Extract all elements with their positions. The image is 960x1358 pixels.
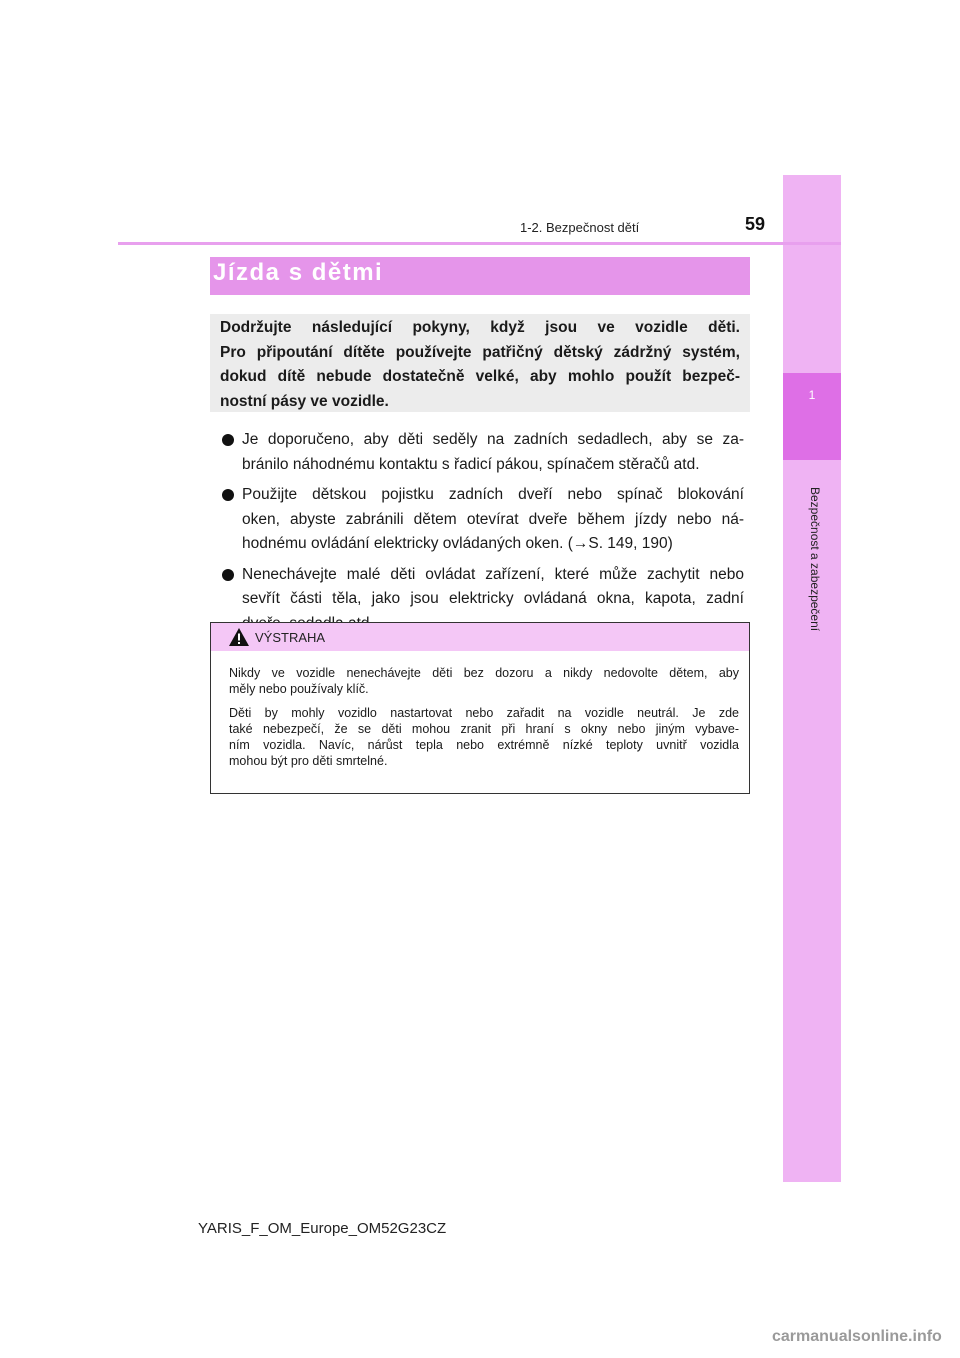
watermark: carmanualsonline.info	[772, 1328, 942, 1345]
bullet-line: sevřít části těla, jako jsou elektricky ovládaná okna, kapota, zadní	[242, 590, 744, 607]
bullet-line: Použijte dětskou pojistku zadních dveří nebo spínač blokování	[242, 486, 744, 503]
header-divider	[118, 242, 841, 245]
list-item	[222, 483, 744, 557]
bullet-icon	[222, 489, 234, 501]
warning-box	[210, 622, 750, 794]
warning-line: ním vozidla. Navíc, nárůst tepla nebo extrémně nízké teploty uvnitř vozidla	[229, 738, 739, 752]
warning-paragraph	[229, 665, 739, 697]
bullet-list	[222, 428, 744, 642]
bullet-icon	[222, 434, 234, 446]
warning-triangle-icon	[228, 627, 250, 647]
chapter-number: 1	[808, 388, 816, 402]
page-title: Jízda s dětmi	[213, 259, 384, 286]
intro-line: dokud dítě nebude dostatečně velké, aby mohlo použít bezpeč-	[220, 368, 740, 385]
page-number: 59	[745, 214, 766, 234]
intro-line: Pro připoutání dítěte používejte patřičný dětský zádržný systém,	[220, 343, 740, 361]
intro-line: nostní pásy ve vozidle.	[220, 392, 389, 410]
section-header: 1-2. Bezpečnost dětí	[520, 220, 640, 235]
bullet-icon	[222, 569, 234, 581]
intro-line: Dodržujte následující pokyny, když jsou ve vozidle děti.	[220, 319, 740, 336]
list-item	[222, 428, 744, 477]
warning-header	[211, 623, 749, 651]
warning-line: Nikdy ve vozidle nenechávejte děti bez dozoru a nikdy nedovolte dětem, aby	[229, 666, 739, 680]
document-footer: YARIS_F_OM_Europe_OM52G23CZ	[198, 1220, 447, 1237]
bullet-line: oken, abyste zabránili dětem otevírat dveře během jízdy nebo ná-	[242, 510, 744, 528]
warning-line: měly nebo používaly klíč.	[229, 682, 369, 696]
bullet-line: hodnému ovládání elektricky ovládaných oken. (→S. 149, 190)	[242, 535, 673, 552]
warning-title: VÝSTRAHA	[255, 630, 326, 645]
intro-box	[210, 314, 750, 412]
warning-body	[229, 665, 739, 777]
warning-line: také nebezpečí, že se děti mohou zranit při hraní s okny nebo jiným vybave-	[229, 722, 739, 736]
chapter-tab-strip	[783, 175, 841, 1182]
bullet-line: bránilo náhodnému kontaktu s řadicí pákou, spínačem stěračů atd.	[242, 455, 700, 473]
warning-line: Děti by mohly vozidlo nastartovat nebo zařadit na vozidle neutrál. Je zde	[229, 706, 739, 720]
warning-line: mohou být pro děti smrtelné.	[229, 754, 388, 768]
warning-paragraph	[229, 705, 739, 769]
chapter-tab-active	[783, 373, 841, 460]
chapter-label: Bezpečnost a zabezpečení	[808, 487, 822, 632]
bullet-line: Nenechávejte malé děti ovládat zařízení, které může zachytit nebo	[242, 565, 744, 583]
bullet-line: Je doporučeno, aby děti seděly na zadních sedadlech, aby se za-	[242, 431, 744, 448]
